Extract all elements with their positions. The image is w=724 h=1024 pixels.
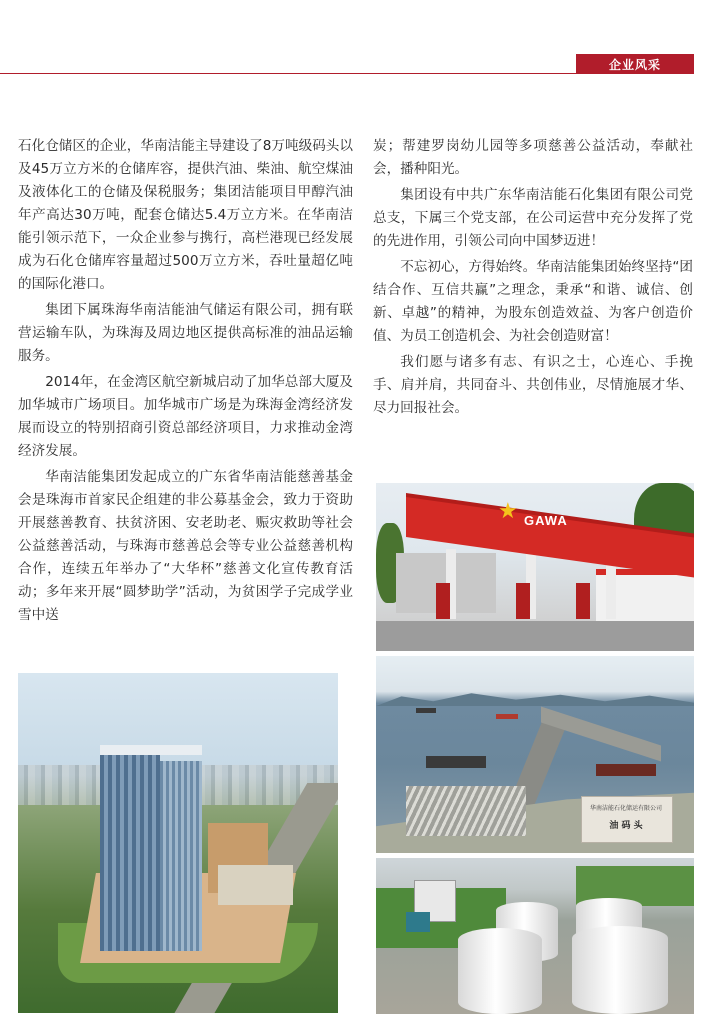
- paragraph: 不忘初心，方得始终。华南洁能集团始终坚持“团结合作、互信共赢”之理念，秉承“和谐、诚信、创新、卓越”的精神，为股东创造效益、为客户创造价值、为员工创造机会、为社会创造财富！: [373, 259, 693, 344]
- station-logo: GAWA: [524, 513, 568, 528]
- paragraph: 我们愿与诸多有志、有识之士，心连心、手挽手、肩并肩，共同奋斗、共创伟业，尽情施展才华、尽力回报社会。: [373, 354, 693, 416]
- terminal-sign-company: 华南洁能石化储运有限公司: [589, 805, 662, 812]
- paragraph: 石化仓储区的企业，华南洁能主导建设了8万吨级码头以及45万立方米的仓储库容，提供汽油、柴油、航空煤油及液体化工的仓储及保税服务；集团洁能项目甲醇汽油年产高达30万吨，配套仓储达5.4万立方米。在华南洁能引领示范下，一众企业参与携行，高栏港现已经发展成为石化仓储库容量超过500万立方米，吞吐量超亿吨的国际化港口。: [18, 138, 353, 292]
- paragraph: 华南洁能集团发起成立的广东省华南洁能慈善基金会是珠海市首家民企组建的非公募基金会，致力于资助开展慈善教育、扶贫济困、安老助老、赈灾救助等社会公益慈善活动，与珠海市慈善总会等专业公益慈善机构合作，连续五年举办了“大华杯”慈善文化宣传教育活动；多年来开展“圆梦助学”活动，为贫困学子完成学业雪中送: [18, 469, 353, 623]
- paragraph: 集团设有中共广东华南洁能石化集团有限公司党总支，下属三个党支部，在公司运营中充分发挥了党的先进作用，引领公司向中国梦迈进！: [373, 187, 693, 249]
- headquarters-tower-photo: [18, 673, 338, 1013]
- section-tag: 企业风采: [576, 54, 694, 74]
- gas-station-photo: [376, 483, 694, 651]
- paragraph: 炭；帮建罗岗幼儿园等多项慈善公益活动，奉献社会，播种阳光。: [373, 138, 693, 177]
- header-rule: [0, 73, 576, 74]
- article-left-column: [18, 135, 353, 630]
- star-icon: ★: [498, 499, 518, 524]
- paragraph: 2014年，在金湾区航空新城启动了加华总部大厦及加华城市广场项目。加华城市广场是为珠海金湾经济发展而设立的特别招商引资总部经济项目，力求推动金湾经济发展。: [18, 374, 353, 459]
- terminal-sign-name: 油 码 头: [609, 821, 643, 831]
- oil-terminal-photo: [376, 656, 694, 853]
- storage-tanks-photo: [376, 858, 694, 1014]
- article-right-column: [373, 135, 693, 423]
- paragraph: 集团下属珠海华南洁能油气储运有限公司，拥有联营运输车队，为珠海及周边地区提供高标准的油品运输服务。: [18, 302, 353, 364]
